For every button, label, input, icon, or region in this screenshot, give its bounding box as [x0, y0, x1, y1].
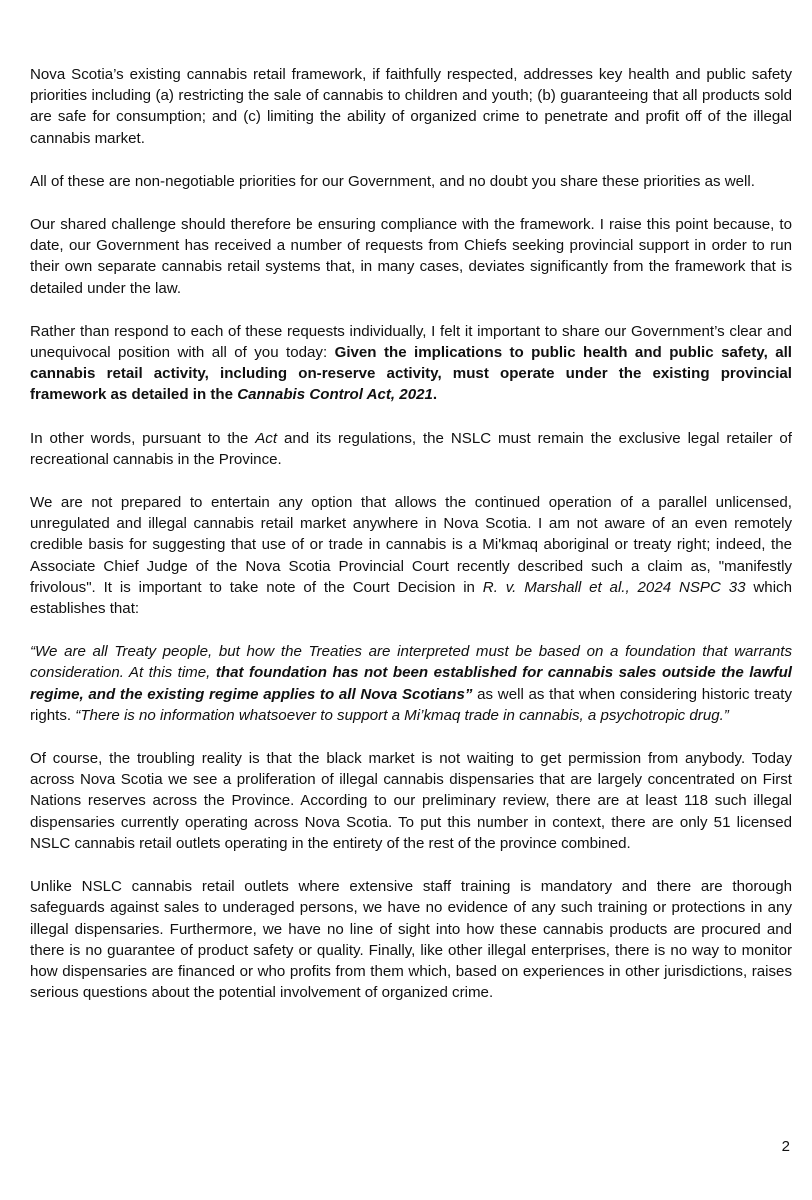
- paragraph-priorities: [30, 171, 792, 192]
- letter-body: [30, 64, 792, 1025]
- page-number: 2: [781, 1138, 790, 1155]
- court-case-citation: R. v. Marshall et al., 2024 NSPC 33: [482, 578, 746, 596]
- paragraph-position: [30, 321, 792, 406]
- paragraph-court-quote: [30, 641, 792, 726]
- quote-italic: “We are all Treaty people, but how the Treaties are interpreted must be based on a foundation that warrants consideration. At this time,: [30, 643, 792, 682]
- paragraph-safeguards: [30, 876, 792, 1003]
- paragraph-text: Our shared challenge should therefore be ensuring compliance with the framework. I raise this point because, to date, our Government has received a number of requests from Chiefs seeking provincial support in order to run their own separate cannabis retail systems that, in many cases, deviates significantly from the framework that is detailed under the law.: [30, 216, 792, 297]
- paragraph-text: Nova Scotia’s existing cannabis retail framework, if faithfully respected, addresses key health and public safety priorities including (a) restricting the sale of cannabis to children and youth; (b) guaranteeing that all products sold are safe for consumption; and (c) limiting the ability of organized crime to penetrate and profit off of the illegal cannabis market.: [30, 66, 792, 147]
- paragraph-text: We are not prepared to entertain any option that allows the continued operation of a parallel unlicensed, unregulated and illegal cannabis retail market anywhere in Nova Scotia. I am not aware of an even remotely credible basis for suggesting that use of or trade in cannabis is a Mi'kmaq aboriginal or treaty right; indeed, the Associate Chief Judge of the Nova Scotia Provincial Court recently described such a claim as, "manifestly frivolous". It is important to take note of the Court Decision in: [30, 494, 792, 596]
- paragraph-text: as well as that when considering historic treaty rights.: [30, 685, 792, 724]
- paragraph-framework: [30, 64, 792, 149]
- paragraph-text: which establishes that:: [30, 578, 792, 618]
- position-statement-period: .: [432, 386, 438, 404]
- paragraph-black-market: [30, 748, 792, 854]
- paragraph-compliance: [30, 214, 792, 299]
- act-title-bold-italic: [237, 386, 433, 403]
- quote-bold-italic-text: that foundation has not been established for cannabis sales outside the lawful regime, and the existing regime applies to all Nova Scotians”: [30, 664, 793, 703]
- paragraph-text: In other words, pursuant to the: [30, 429, 256, 447]
- quote-italic-second: “There is no information whatsoever to support a Mi’kmaq trade in cannabis, a psychotropic drug.”: [75, 706, 729, 724]
- paragraph-text: Rather than respond to each of these requests individually, I felt it important to share our Government’s clear and unequivocal position with all of you today:: [30, 322, 792, 362]
- paragraph-exclusive-retailer: [30, 428, 792, 470]
- paragraph-text: Unlike NSLC cannabis retail outlets where extensive staff training is mandatory and there are thorough safeguards against sales to underaged persons, we have no evidence of any such training or protections in any illegal dispensaries. Furthermore, we have no line of sight into how these cannabis products are procured and there is no guarantee of product safety or quality. Finally, like other illegal enterprises, there is no way to monitor how dispensaries are financed or who profits from them which, based on experiences in other jurisdictions, raises serious questions about the potential involvement of organized crime.: [30, 878, 792, 1002]
- position-statement-bold: Given the implications to public health and public safety, all cannabis retail activity, including on-reserve activity, must operate under the existing provincial framework as detailed in the: [30, 344, 792, 404]
- paragraph-no-parallel-market: [30, 492, 792, 619]
- act-reference-italic: Act: [255, 429, 278, 447]
- paragraph-text: and its regulations, the NSLC must remain the exclusive legal retailer of recreational cannabis in the Province.: [30, 429, 792, 468]
- act-title-italic: Cannabis Control Act, 2021: [237, 386, 433, 404]
- paragraph-text: Of course, the troubling reality is that the black market is not waiting to get permission from anybody. Today across Nova Scotia we see a proliferation of illegal cannabis dispensaries that are largely concentrated on First Nations reserves across the Province. According to our preliminary review, there are at least 118 such illegal dispensaries currently operating across Nova Scotia. To put this number in context, there are only 51 licensed NSLC cannabis retail outlets operating in the entirety of the rest of the province combined.: [30, 750, 792, 852]
- paragraph-text: All of these are non-negotiable priorities for our Government, and no doubt you share these priorities as well.: [30, 172, 755, 190]
